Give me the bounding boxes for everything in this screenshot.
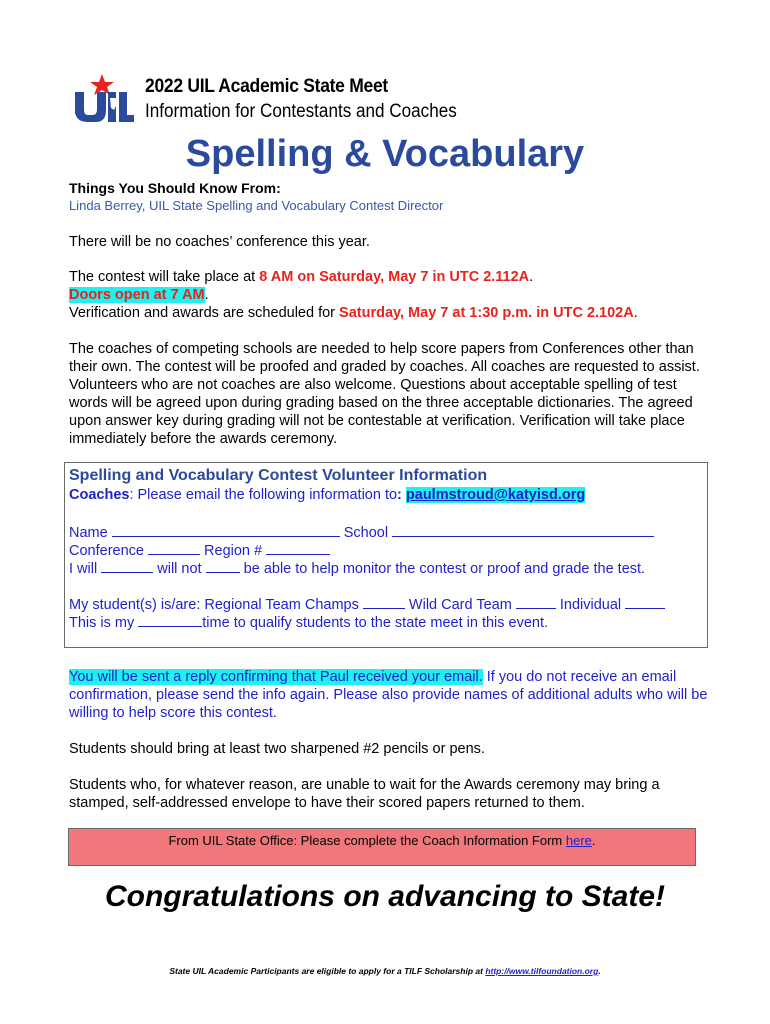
- will-not-label: will not: [157, 561, 202, 577]
- name-blank[interactable]: [112, 523, 340, 537]
- will-help-line: [69, 559, 645, 578]
- header-title: 2022 UIL Academic State Meet: [145, 76, 388, 97]
- contest-prefix: The contest will take place at: [69, 269, 260, 285]
- region-label: Region #: [204, 543, 263, 559]
- email-link[interactable]: paulmstroud@katyisd.org: [405, 487, 586, 503]
- individual-label: Individual: [559, 597, 622, 613]
- tilf-link[interactable]: http://www.tilfoundation.org: [485, 966, 599, 976]
- footer-suffix: .: [598, 966, 601, 976]
- verif-when: Saturday, May 7 at 1:30 p.m. in UTC 2.102A: [339, 305, 634, 321]
- will-blank[interactable]: [101, 559, 153, 573]
- uil-logo: [70, 72, 134, 126]
- name-school-line: [69, 523, 654, 542]
- doors-open: Doors open at 7 AM: [69, 287, 205, 303]
- time-to-text: time to qualify students to the state meet in this event.: [202, 615, 549, 631]
- be-able-text: be able to help monitor the contest or proof and grade the test.: [243, 561, 646, 577]
- header-subtitle: Information for Contestants and Coaches: [145, 101, 457, 122]
- wild-card-blank[interactable]: [516, 595, 556, 609]
- page-title: Spelling & Vocabulary: [185, 133, 585, 175]
- regional-blank[interactable]: [363, 595, 405, 609]
- office-text: From UIL State Office: Please complete the Coach Information Form: [168, 833, 566, 848]
- this-is-my-line: [69, 613, 548, 632]
- students-line: [69, 595, 665, 614]
- volunteer-coaches-line: [69, 487, 585, 503]
- reply-highlight: You will be sent a reply confirming that Paul received your email.: [69, 669, 483, 685]
- reply-rest: If you do not receive an email confirmation, please send the info again. Please also provide names of additional adults who will be willing to help score this contest.: [69, 669, 708, 721]
- director-line: Linda Berrey, UIL State Spelling and Vocabulary Contest Director: [69, 198, 444, 213]
- name-label: Name: [69, 525, 108, 541]
- contest-when: 8 AM on Saturday, May 7 in UTC 2.112A: [259, 269, 530, 285]
- time-blank[interactable]: [138, 613, 202, 627]
- school-blank[interactable]: [392, 523, 654, 537]
- reply-paragraph: [69, 668, 709, 722]
- footer-text: State UIL Academic Participants are eligible to apply for a TILF Scholarship at: [169, 966, 486, 976]
- conference-region-line: [69, 541, 330, 560]
- envelope-paragraph: Students who, for whatever reason, are unable to wait for the Awards ceremony may bring a stamped, self-addressed envelope to have their scored papers returned to them.: [69, 777, 660, 811]
- doors-line: [69, 286, 209, 304]
- this-is-my-label: This is my: [69, 615, 135, 631]
- verif-prefix: Verification and awards are scheduled for: [69, 305, 340, 321]
- coach-form-link[interactable]: here: [565, 833, 592, 848]
- will-not-blank[interactable]: [206, 559, 240, 573]
- contest-time-line: [69, 268, 533, 286]
- students-label: My student(s) is/are: Regional Team Champs: [69, 597, 359, 613]
- pencils-text: Students should bring at least two sharpened #2 pencils or pens.: [69, 741, 485, 757]
- conference-label: Conference: [69, 543, 144, 559]
- contest-suffix: .: [529, 269, 534, 285]
- office-suffix: .: [591, 833, 596, 848]
- conference-blank[interactable]: [148, 541, 200, 555]
- footer-note: [0, 966, 770, 976]
- intro-heading: Things You Should Know From:: [69, 180, 281, 196]
- volunteer-title: Spelling and Vocabulary Contest Volunteer Information: [69, 467, 488, 484]
- doors-suffix: .: [204, 287, 209, 303]
- coaches-text: : Please email the following information to: [129, 487, 398, 503]
- no-conference-text: There will be no coaches’ conference this year.: [69, 234, 370, 250]
- coaches-paragraph: The coaches of competing schools are needed to help score papers from Conferences other than their own. The contest will be proofed and graded by coaches. All coaches are requested to assist. Volunteers who are not coaches are also welcome. Questions about acceptable spelling of test words will be agreed upon during grading based on the three acceptable dictionaries. The agreed upon answer key during grading will not be contestable at verification. Verification will take place immediately before the awards ceremony.: [69, 341, 700, 447]
- individual-blank[interactable]: [625, 595, 665, 609]
- office-notice-text: [68, 833, 696, 848]
- coaches-colon: :: [397, 487, 406, 503]
- verif-suffix: .: [633, 305, 638, 321]
- coaches-label: Coaches: [69, 487, 130, 503]
- region-blank[interactable]: [266, 541, 330, 555]
- congratulations-heading: Congratulations on advancing to State!: [104, 880, 666, 913]
- i-will-label: I will: [69, 561, 98, 577]
- wild-card-label: Wild Card Team: [408, 597, 512, 613]
- verification-line: [69, 304, 638, 322]
- school-label: School: [343, 525, 389, 541]
